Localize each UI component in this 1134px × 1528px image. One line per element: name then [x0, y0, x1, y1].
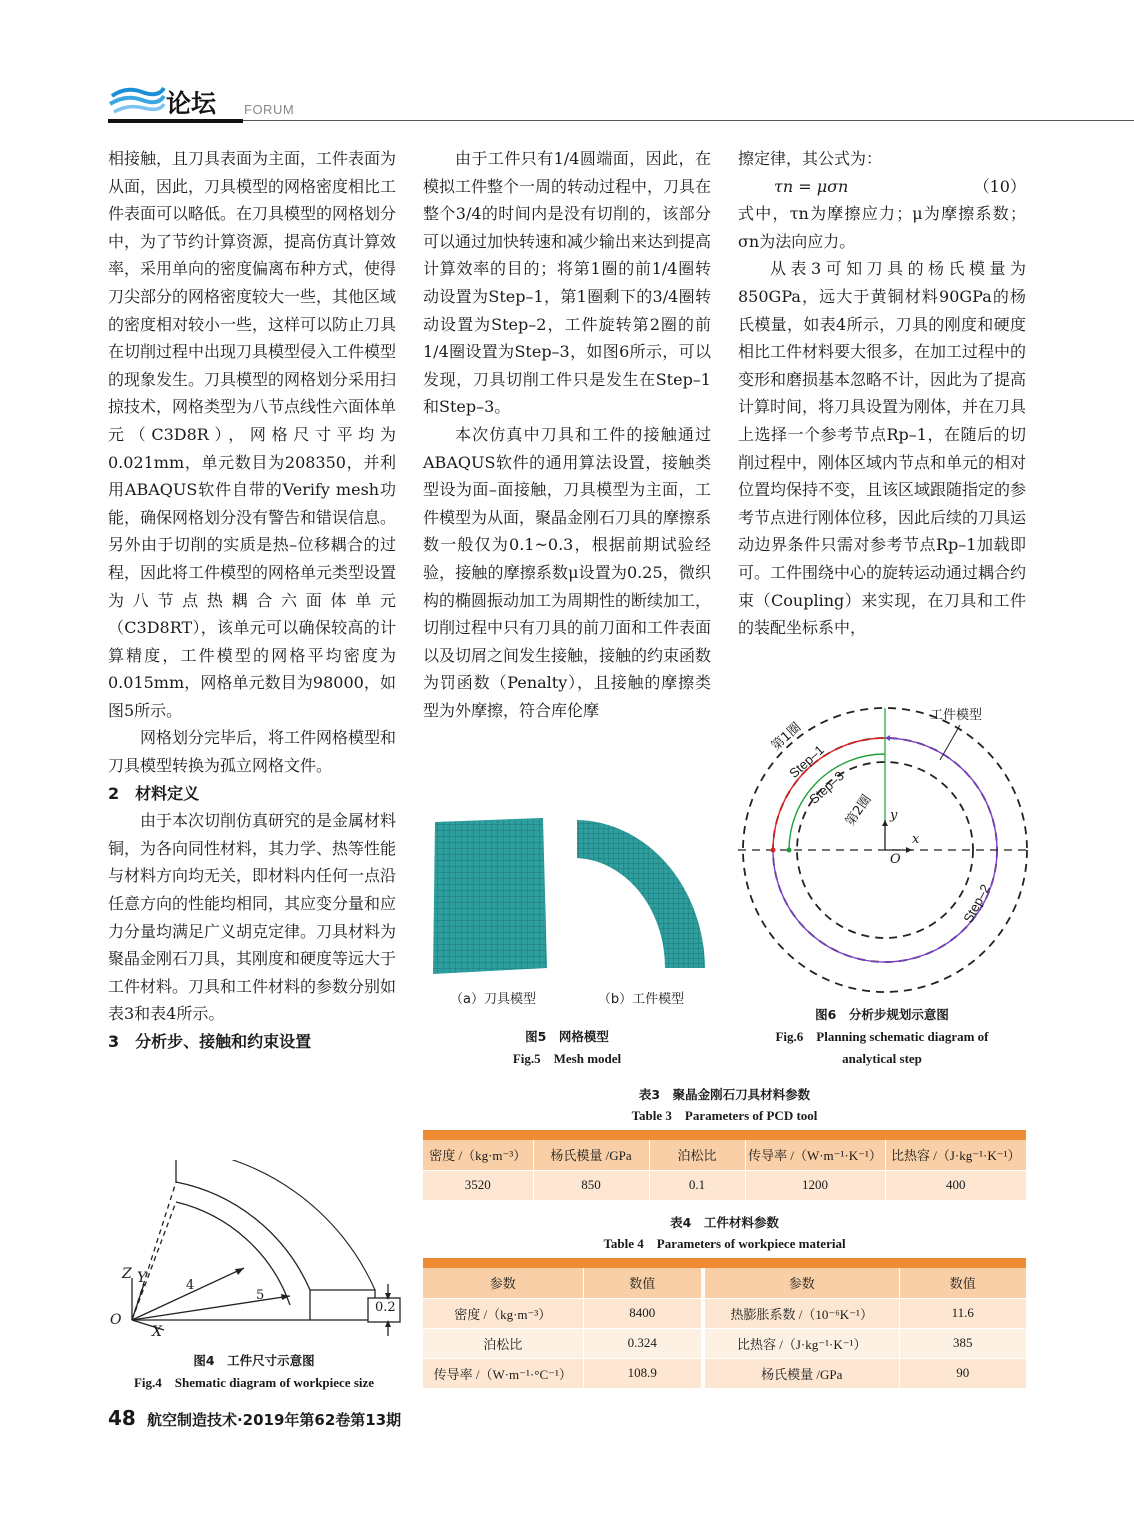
table-cell: 400	[885, 1170, 1026, 1200]
equation-10	[738, 173, 1026, 201]
radius-label-outer: 5	[256, 1288, 265, 1303]
axis-label-x: X	[152, 1324, 162, 1340]
section-heading: 2 材料定义	[108, 783, 200, 803]
figure-5-caption-en: Fig.5 Mesh model	[512, 1051, 622, 1066]
axis-label-y: Y	[137, 1270, 147, 1286]
table-header-cell: 参数	[423, 1268, 583, 1298]
table-4	[423, 1268, 1026, 1388]
header-rule-thick	[108, 119, 243, 123]
table-cell: 850	[533, 1170, 649, 1200]
tool-mesh-image	[431, 818, 549, 976]
paragraph: 由于工件只有1/4圆端面，因此，在模拟工件整个一周的转动过程中，刀具在整个3/4的时间内是没有切削的，该部分可以通过加快转速和减少输出来达到提高计算效率的目的；将第1圈的前1/4圈转动设置为Step–1，第1圈剩下的3/4圈转动设置为Step–2，工件旋转第2圈的前1/4圈设置为Step–3，如图6所示，可以发现，刀具切削工件只是发生在Step–1和Step–3。	[423, 149, 712, 417]
page-header	[108, 82, 1134, 122]
paragraph: 由于本次切削仿真研究的是金属材料铜，为各向同性材料，其力学、热等性能与材料方向均无关，即材料内任何一点沿任意方向的性能均相同，其应变分量和应力分量均满足广义胡克定律。刀具材料为聚晶金刚石刀具，其刚度和硬度等远大于工件材料。刀具和工件材料的参数分别如表3和表4所示。	[108, 811, 397, 1024]
table-3-top-bar	[423, 1130, 1026, 1140]
section-title: 论坛	[166, 89, 217, 118]
table-3-title-en: Table 3 Parameters of PCD tool	[631, 1108, 818, 1123]
table-4-top-bar	[423, 1258, 1026, 1268]
paragraph: 从表3可知刀具的杨氏模量为850GPa，远大于黄铜材料90GPa的杨氏模量，如表4所示，刀具的刚度和硬度相比工件材料要大很多，在加工过程中的变形和磨损基本忽略不计，因此为了提高计算时间，将刀具设置为刚体，并在刀具上选择一个参考节点Rp–1，在随后的切削过程中，刚体区域内节点和单元的相对位置均保持不变，且该区域跟随指定的参考节点进行刚体位移，因此后续的刀具运动边界条件只需对参考节点Rp–1加载即可。工件围绕中心的旋转运动通过耦合约束（Coupling）来实现，在刀具和工件的装配坐标系中，	[738, 259, 1027, 638]
thickness-label: 0.2	[375, 1300, 396, 1315]
table-3	[423, 1140, 1026, 1200]
table-cell: 108.9	[583, 1358, 703, 1388]
workpiece-label: 工件模型	[930, 708, 983, 723]
table-header-cell: 比热容 /（J·kg⁻¹·K⁻¹）	[885, 1140, 1026, 1170]
table-cell: 1200	[745, 1170, 885, 1200]
table-cell: 8400	[583, 1298, 703, 1328]
paragraph: 网格划分完毕后，将工件网格模型和刀具模型转换为孤立网格文件。	[108, 728, 397, 776]
axis-label-x: x	[912, 832, 920, 847]
table-cell: 泊松比	[423, 1328, 583, 1358]
header-rule-thin	[243, 120, 1134, 121]
table-header-cell: 密度 /（kg·m⁻³）	[423, 1140, 533, 1170]
table-4-title-en: Table 4 Parameters of workpiece material	[603, 1236, 846, 1251]
step-3-label: Step–3	[806, 768, 847, 807]
figure-6	[730, 700, 1034, 1072]
table-3-block	[423, 1084, 1026, 1200]
journal-info: 航空制造技术·2019年第62卷第13期	[146, 1411, 402, 1429]
radius-label-inner: 4	[186, 1278, 195, 1293]
figure-4	[104, 1160, 404, 1400]
workpiece-size-diagram	[104, 1160, 404, 1340]
equation-body: τn = μσn	[774, 176, 849, 196]
figure-4-caption-en: Fig.4 Shematic diagram of workpiece size	[133, 1375, 375, 1390]
workpiece-mesh-image	[573, 818, 709, 974]
step-2-label: Step–2	[960, 881, 993, 926]
figure-5	[423, 812, 711, 1072]
table-cell: 0.324	[583, 1328, 703, 1358]
table-header-cell: 杨氏模量 /GPa	[533, 1140, 649, 1170]
table-cell: 90	[899, 1358, 1026, 1388]
axis-label-z: Z	[122, 1266, 132, 1282]
subfigure-b-label: （b）工件模型	[597, 992, 685, 1007]
table-header-cell: 数值	[583, 1268, 703, 1298]
table-cell: 0.1	[649, 1170, 745, 1200]
table-cell: 3520	[423, 1170, 533, 1200]
column-2	[423, 145, 711, 724]
table-cell: 385	[899, 1328, 1026, 1358]
paragraph: 擦定律，其公式为：	[738, 149, 883, 168]
ring-2-label: 第2圈	[842, 792, 875, 829]
section-title-en: FORUM	[244, 102, 295, 117]
table-3-title: 表3 聚晶金刚石刀具材料参数	[638, 1087, 811, 1102]
origin-label: O	[110, 1312, 122, 1328]
axis-label-y: y	[890, 808, 898, 823]
figure-6-caption: 图6 分析步规划示意图	[815, 1007, 949, 1022]
table-cell: 密度 /（kg·m⁻³）	[423, 1298, 583, 1328]
table-cell: 11.6	[899, 1298, 1026, 1328]
table-header-cell: 泊松比	[649, 1140, 745, 1170]
paragraph: 本次仿真中刀具和工件的接触通过ABAQUS软件的通用算法设置，接触类型设为面–面接触，刀具模型为主面，工件模型为从面，聚晶金刚石刀具的摩擦系数一般仅为0.1~0.3，根据前期试验经验，接触的摩擦系数μ设置为0.25，微织构的椭圆振动加工为周期性的断续加工，切削过程中只有刀具的前刀面和工件表面以及切屑之间发生接触，接触的约束函数为罚函数（Penalty），且接触的摩擦类型为外摩擦，符合库伦摩	[423, 424, 712, 720]
section-heading: 3 分析步、接触和约束设置	[108, 1032, 312, 1051]
step-1-label: Step–1	[786, 742, 827, 781]
table-cell: 比热容 /（J·kg⁻¹·K⁻¹）	[703, 1328, 899, 1358]
table-header-cell: 参数	[703, 1268, 899, 1298]
subfigure-a-label: （a）刀具模型	[450, 992, 536, 1007]
table-4-title: 表4 工件材料参数	[670, 1215, 779, 1230]
paragraph: 相接触，且刀具表面为主面，工件表面为从面，因此，刀具模型的网格密度相比工件表面可以略低。在刀具模型的网格划分中，为了节约计算资源，提高仿真计算效率，采用单向的密度偏离布种方式，使得刀尖部分的网格密度较大一些，其他区域的密度相对较小一些，这样可以防止刀具在切削过程中出现刀具模型侵入工件模型的现象发生。刀具模型的网格划分采用扫掠技术，网格类型为八节点线性六面体单元（C3D8R），网格尺寸平均为0.021mm，单元数目为208350，并利用ABAQUS软件自带的Verify mesh功能，确保网格划分没有警告和错误信息。另外由于切削的实质是热–位移耦合的过程，因此将工件模型的网格单元类型设置为八节点热耦合六面体单元（C3D8RT），该单元可以确保较高的计算精度，工件模型的网格平均密度为0.015mm，网格单元数目为98000，如图5所示。	[108, 149, 397, 720]
origin-label: O	[890, 852, 901, 867]
column-1	[108, 145, 396, 1056]
page-number: 48	[108, 1406, 136, 1430]
figure-5-caption: 图5 网格模型	[525, 1029, 609, 1044]
equation-number: （10）	[973, 176, 1026, 196]
table-cell: 杨氏模量 /GPa	[703, 1358, 899, 1388]
paragraph: 式中，τn为摩擦应力；μ为摩擦系数；σn为法向应力。	[738, 204, 1026, 251]
table-cell: 传导率 /（W·m⁻¹·°C⁻¹）	[423, 1358, 583, 1388]
figure-4-caption: 图4 工件尺寸示意图	[193, 1353, 315, 1368]
table-header-cell: 传导率 /（W·m⁻¹·K⁻¹）	[745, 1140, 885, 1170]
wave-logo-icon	[108, 82, 166, 120]
table-header-cell: 数值	[899, 1268, 1026, 1298]
page-footer	[108, 1406, 508, 1436]
column-3	[738, 145, 1026, 642]
ring-1-label: 第1圈	[768, 719, 805, 755]
table-cell: 热膨胀系数 /（10⁻⁶K⁻¹）	[703, 1298, 899, 1328]
table-4-block	[423, 1212, 1026, 1388]
figure-6-caption-en-2: analytical step	[842, 1051, 922, 1066]
figure-6-caption-en: Fig.6 Planning schematic diagram of	[775, 1029, 989, 1044]
